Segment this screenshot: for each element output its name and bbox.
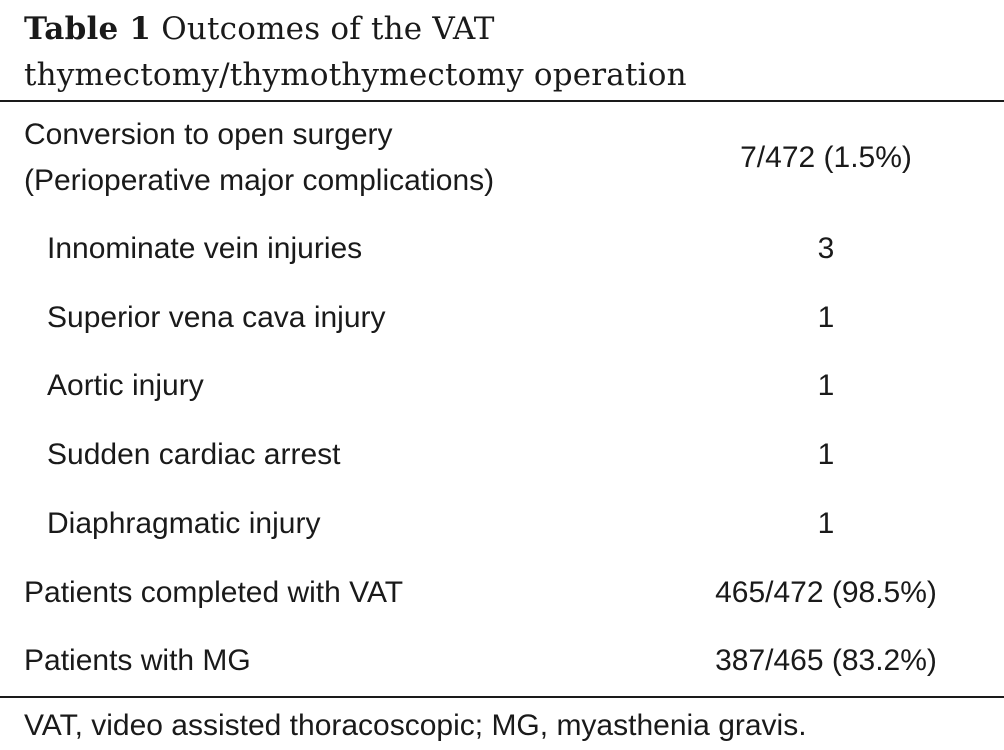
table-bottom-rule — [0, 696, 1004, 698]
row-value: 465/472 (98.5%) — [715, 576, 937, 609]
table-row — [0, 112, 1004, 204]
row-label: Diaphragmatic injury — [47, 507, 321, 540]
row-value: 387/465 (83.2%) — [715, 644, 937, 677]
row-value: 1 — [817, 507, 835, 540]
table-caption-label: Table 1 — [24, 11, 152, 47]
row-label: Patients completed with VAT — [24, 576, 404, 609]
row-label-continued: (Perioperative major complications) — [24, 164, 495, 197]
row-value: 3 — [817, 232, 835, 265]
row-value: 1 — [817, 438, 835, 471]
table-footnote: VAT, video assisted thoracoscopic; MG, myasthenia gravis. — [24, 709, 807, 742]
table-top-rule — [0, 100, 1004, 102]
table-caption-text: Outcomes of the VAT thymectomy/thymothymectomy operation — [24, 11, 687, 93]
table-caption — [24, 6, 999, 98]
row-value: 1 — [817, 301, 835, 334]
row-label: Aortic injury — [47, 369, 204, 402]
row-label: Patients with MG — [24, 644, 251, 677]
row-label: Innominate vein injuries — [47, 232, 363, 265]
row-value: 7/472 (1.5%) — [740, 141, 912, 174]
row-label: Sudden cardiac arrest — [47, 438, 341, 471]
row-value: 1 — [817, 369, 835, 402]
row-label: Conversion to open surgery — [24, 118, 393, 151]
row-label: Superior vena cava injury — [47, 301, 386, 334]
